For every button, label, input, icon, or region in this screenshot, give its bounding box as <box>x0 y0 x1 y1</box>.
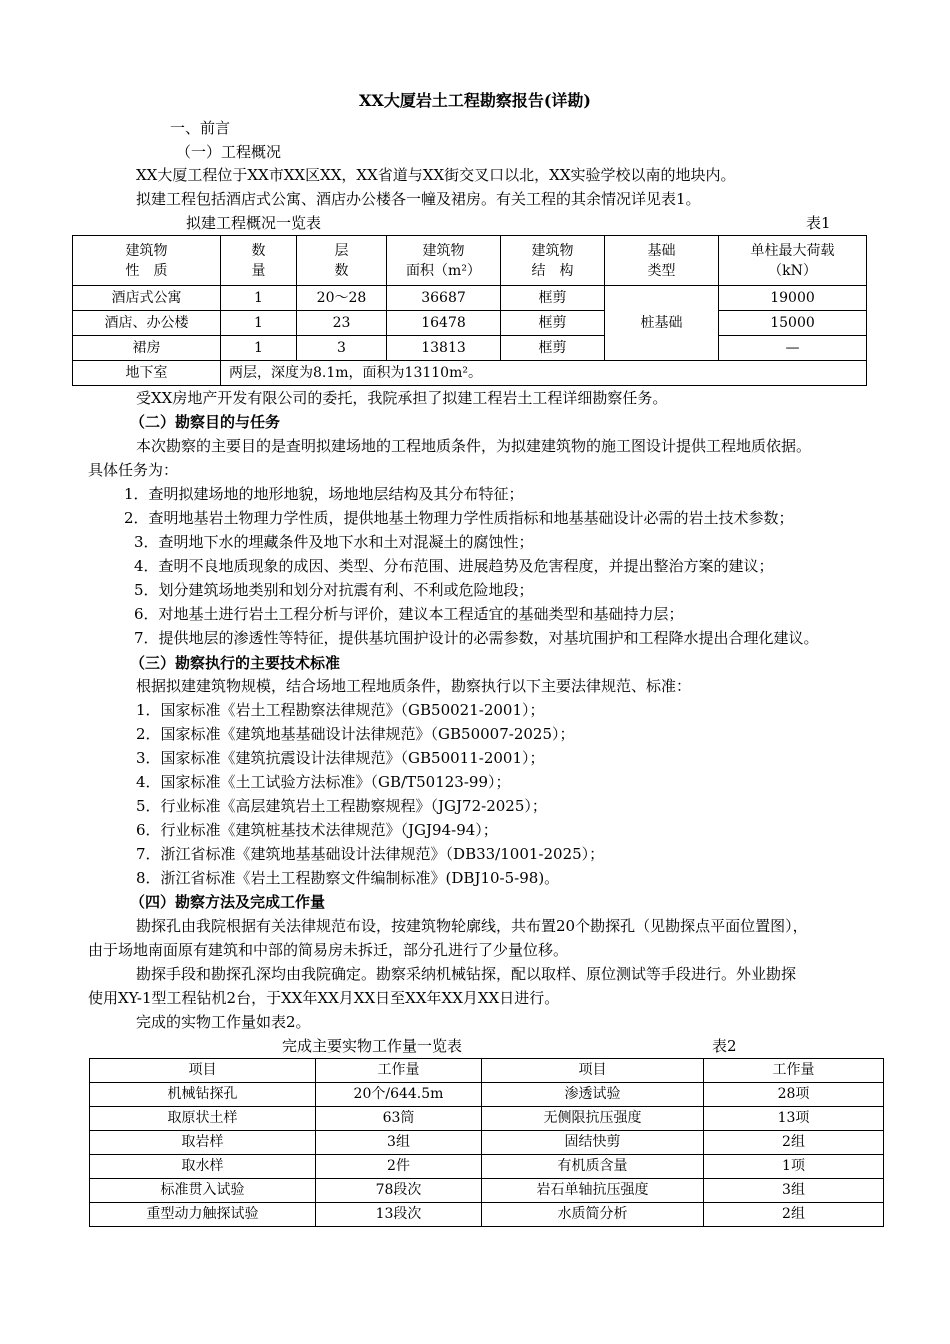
table-cell: 36687 <box>387 286 501 311</box>
table-cell: 2组 <box>704 1131 884 1155</box>
table-cell: 1项 <box>704 1155 884 1179</box>
table-cell: 取水样 <box>90 1155 316 1179</box>
table-cell: 1 <box>221 286 297 311</box>
table-row <box>90 1203 884 1227</box>
table-cell: 岩石单轴抗压强度 <box>482 1179 704 1203</box>
table-cell: 有机质含量 <box>482 1155 704 1179</box>
table-cell: 13813 <box>387 336 501 361</box>
paragraph: 根据拟建建筑物规模，结合场地工程地质条件，勘察执行以下主要法律规范、标准： <box>136 677 692 695</box>
table1-caption: 拟建工程概况一览表 <box>186 214 322 232</box>
table-cell: 机械钻探孔 <box>90 1083 316 1107</box>
table-cell: 裙房 <box>73 336 221 361</box>
paragraph: 本次勘察的主要目的是查明拟建场地的工程地质条件，为拟建建筑物的施工图设计提供工程地质依据。 <box>136 437 812 455</box>
table-row <box>73 311 867 336</box>
list-item: 2．查明地基岩土物理力学性质，提供地基土物理力学性质指标和地基基础设计必需的岩土技术参数； <box>124 509 794 527</box>
table-cell: 13项 <box>704 1107 884 1131</box>
list-item: 1．国家标准《岩土工程勘察法律规范》（GB50021-2001）； <box>136 701 545 719</box>
table-row <box>73 336 867 361</box>
list-item: 3．国家标准《建筑抗震设计法律规范》（GB50011-2001）； <box>136 749 545 767</box>
list-item: 1．查明拟建场地的地形地貌，场地地层结构及其分布特征； <box>124 485 524 503</box>
paragraph: 勘探手段和勘探孔深均由我院确定。勘察采纳机械钻探，配以取样、原位测试等手段进行。外业勘探 <box>136 965 797 983</box>
table-header-cell: 工作量 <box>704 1059 884 1083</box>
table-cell: 酒店式公寓 <box>73 286 221 311</box>
table-cell: 水质简分析 <box>482 1203 704 1227</box>
table-row <box>90 1083 884 1107</box>
list-item: 3．查明地下水的埋藏条件及地下水和土对混凝土的腐蚀性； <box>134 533 534 551</box>
table-row <box>90 1155 884 1179</box>
table-cell: 1 <box>221 336 297 361</box>
table-cell: 2组 <box>704 1203 884 1227</box>
table-header-cell: 单柱最大荷载 （kN） <box>719 236 867 286</box>
table-cell: 28项 <box>704 1083 884 1107</box>
table-cell: 15000 <box>719 311 867 336</box>
table-cell-basement-text: 两层，深度为8.1m，面积为13110m²。 <box>221 361 867 386</box>
table2-caption: 完成主要实物工作量一览表 <box>282 1037 463 1055</box>
table-cell: 渗透试验 <box>482 1083 704 1107</box>
list-item: 8．浙江省标准《岩土工程勘察文件编制标准》(DBJ10-5-98)。 <box>136 869 560 887</box>
subsection-project-overview: （一）工程概况 <box>176 143 282 161</box>
table-cell: 78段次 <box>316 1179 482 1203</box>
table-cell-foundation-type: 桩基础 <box>605 286 719 361</box>
table-header-cell: 建筑物 性 质 <box>73 236 221 286</box>
list-item: 5．划分建筑场地类别和划分对抗震有利、不利或危险地段； <box>134 581 534 599</box>
paragraph: 勘探孔由我院根据有关法律规范布设，按建筑物轮廓线，共布置20个勘探孔（见勘探点平面位置图）， <box>136 917 808 935</box>
table-cell: 标准贯入试验 <box>90 1179 316 1203</box>
section-standards-heading: （三）勘察执行的主要技术标准 <box>130 654 341 672</box>
table-cell: — <box>719 336 867 361</box>
table-header-row <box>90 1059 884 1083</box>
paragraph: 完成的实物工作量如表2。 <box>136 1013 311 1031</box>
table-cell: 取岩样 <box>90 1131 316 1155</box>
section-purpose-heading: （二）勘察目的与任务 <box>130 413 281 431</box>
table-row-basement <box>73 361 867 386</box>
paragraph: 拟建工程包括酒店式公寓、酒店办公楼各一幢及裙房。有关工程的其余情况详见表1。 <box>136 190 701 208</box>
paragraph: XX大厦工程位于XX市XX区XX，XX省道与XX街交叉口以北，XX实验学校以南的地块内。 <box>136 166 736 184</box>
table-cell: 13段次 <box>316 1203 482 1227</box>
table-header-cell: 工作量 <box>316 1059 482 1083</box>
table-cell: 3组 <box>316 1131 482 1155</box>
table-header-cell: 项目 <box>90 1059 316 1083</box>
table-cell: 酒店、办公楼 <box>73 311 221 336</box>
table-cell: 16478 <box>387 311 501 336</box>
table-header-cell: 数 量 <box>221 236 297 286</box>
list-item: 7．浙江省标准《建筑地基基础设计法律规范》（DB33/1001-2025）； <box>136 845 605 863</box>
table-row <box>73 286 867 311</box>
table-header-row <box>73 236 867 286</box>
paragraph: 受XX房地产开发有限公司的委托，我院承担了拟建工程岩土工程详细勘察任务。 <box>136 389 668 407</box>
table-cell: 3 <box>297 336 387 361</box>
table-cell: 20个/644.5m <box>316 1083 482 1107</box>
table-cell: 20～28 <box>297 286 387 311</box>
table-row <box>90 1179 884 1203</box>
table-cell: 1 <box>221 311 297 336</box>
table-header-cell: 基础 类型 <box>605 236 719 286</box>
table-cell: 框剪 <box>501 286 605 311</box>
section-methods-heading: （四）勘察方法及完成工作量 <box>130 893 326 911</box>
table-cell: 23 <box>297 311 387 336</box>
table-cell: 取原状土样 <box>90 1107 316 1131</box>
table-cell: 2件 <box>316 1155 482 1179</box>
document-title: XX大厦岩土工程勘察报告(详勘) <box>359 91 591 110</box>
table-header-cell: 建筑物 面积（m²） <box>387 236 501 286</box>
section-preface-heading: 一、前言 <box>170 119 231 137</box>
table-cell: 63筒 <box>316 1107 482 1131</box>
table-cell: 框剪 <box>501 311 605 336</box>
table1-project-overview <box>72 235 867 386</box>
table-row <box>90 1107 884 1131</box>
list-item: 7．提供地层的渗透性等特征，提供基坑围护设计的必需参数，对基坑围护和工程降水提出合理化建议。 <box>134 629 819 647</box>
table-header-cell: 建筑物 结 构 <box>501 236 605 286</box>
paragraph: 具体任务为： <box>88 461 179 479</box>
list-item: 6．行业标准《建筑桩基技术法律规范》（JGJ94-94）； <box>136 821 498 839</box>
table2-label: 表2 <box>712 1037 737 1055</box>
paragraph: 使用XY-1型工程钻机2台，于XX年XX月XX日至XX年XX月XX日进行。 <box>88 989 560 1007</box>
list-item: 4．国家标准《土工试验方法标准》（GB/T50123-99）； <box>136 773 511 791</box>
table-cell: 框剪 <box>501 336 605 361</box>
table-cell: 无侧限抗压强度 <box>482 1107 704 1131</box>
table-cell: 固结快剪 <box>482 1131 704 1155</box>
list-item: 6．对地基土进行岩土工程分析与评价，建议本工程适宜的基础类型和基础持力层； <box>134 605 684 623</box>
table-row <box>90 1131 884 1155</box>
table-cell: 3组 <box>704 1179 884 1203</box>
table-cell: 地下室 <box>73 361 221 386</box>
table-header-cell: 项目 <box>482 1059 704 1083</box>
table1-label: 表1 <box>806 214 831 232</box>
paragraph: 由于场地南面原有建筑和中部的简易房未拆迁，部分孔进行了少量位移。 <box>88 941 569 959</box>
list-item: 4．查明不良地质现象的成因、类型、分布范围、进展趋势及危害程度，并提出整治方案的建议； <box>134 557 774 575</box>
table-cell: 19000 <box>719 286 867 311</box>
list-item: 2．国家标准《建筑地基基础设计法律规范》（GB50007-2025）； <box>136 725 575 743</box>
list-item: 5．行业标准《高层建筑岩土工程勘察规程》（JGJ72-2025）； <box>136 797 547 815</box>
table-header-cell: 层 数 <box>297 236 387 286</box>
table2-workload <box>89 1058 884 1227</box>
table-cell: 重型动力触探试验 <box>90 1203 316 1227</box>
